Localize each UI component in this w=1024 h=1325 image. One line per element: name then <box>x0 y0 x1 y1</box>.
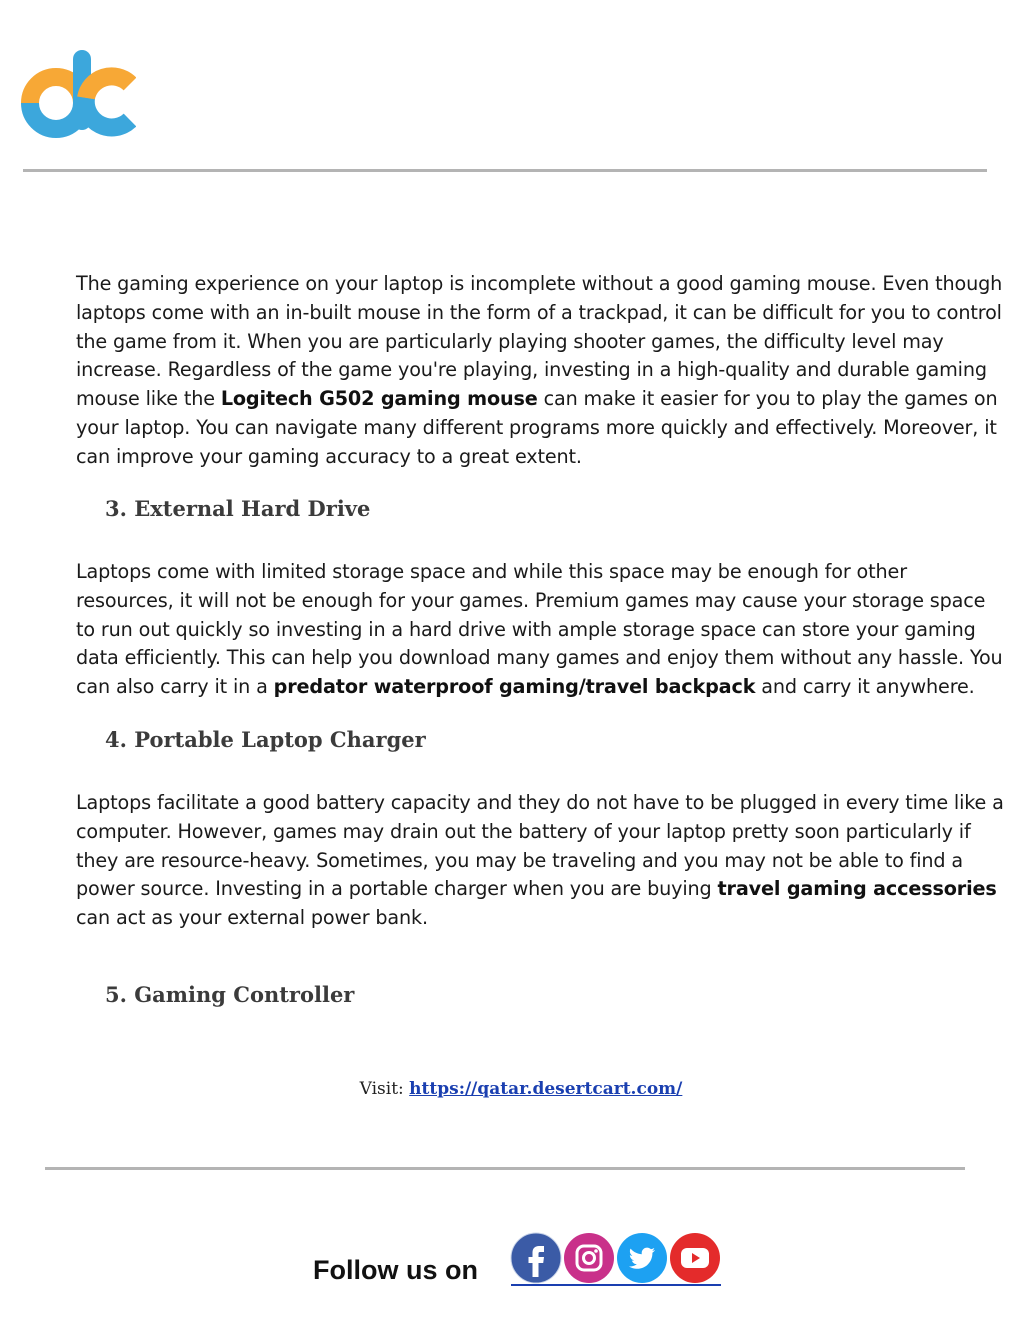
heading-portable-laptop-charger: 4. Portable Laptop Charger <box>105 727 426 752</box>
heading-gaming-controller: 5. Gaming Controller <box>105 982 355 1007</box>
logitech-mouse-link[interactable]: Logitech G502 gaming mouse <box>220 387 538 411</box>
intro-paragraph: The gaming experience on your laptop is incomplete without a good gaming mouse. Even though laptops come with an in-built mouse in the form of a trackpad, it can be difficult for you to control the game from it. When you are particularly playing shooter games, the difficulty level may increase. Regardless of the game you're playing, investing in a high-quality and durable gaming mouse like the Logitech G502 gaming mouse can make it easier for you to play the games on your laptop. You can navigate many different programs more quickly and effectively. Moreover, it can improve your gaming accuracy to a great extent. <box>76 272 1003 468</box>
social-link-underline <box>511 1284 721 1286</box>
heading-external-hard-drive: 3. External Hard Drive <box>105 496 371 521</box>
desertcart-link[interactable]: https://qatar.desertcart.com/ <box>409 1079 683 1099</box>
twitter-icon[interactable] <box>616 1232 668 1284</box>
external-hard-drive-paragraph: Laptops come with limited storage space and while this space may be enough for other resources, it will not be enough for your games. Premium games may cause your storage space to run out quickly so investing in a hard drive with ample storage space can store your gaming data efficiently. This can help you download many games and enjoy them without any hassle. You can also carry it in a predator waterproof gaming/travel backpack and carry it anywhere. <box>76 560 1003 699</box>
instagram-icon[interactable] <box>563 1232 615 1284</box>
desertcart-logo-icon <box>20 48 136 140</box>
facebook-icon[interactable] <box>510 1232 562 1284</box>
visit-line <box>0 1079 1024 1099</box>
portable-charger-paragraph: Laptops facilitate a good battery capacity and they do not have to be plugged in every time like a computer. However, games may drain out the battery of your laptop pretty soon particularly if they are resource-heavy. Sometimes, you may be traveling and you may not be able to find a power source. Investing in a portable charger when you are buying travel gaming accessories can act as your external power bank. <box>76 791 1004 930</box>
header-divider <box>23 169 987 172</box>
follow-us-label: Follow us on <box>313 1255 478 1285</box>
predator-backpack-link[interactable]: predator waterproof gaming/travel backpack <box>273 675 756 699</box>
visit-label: Visit: <box>359 1079 404 1099</box>
youtube-icon[interactable] <box>669 1232 721 1284</box>
travel-gaming-accessories-link[interactable]: travel gaming accessories <box>717 877 997 901</box>
footer-divider <box>45 1167 965 1170</box>
social-icons <box>510 1232 722 1288</box>
